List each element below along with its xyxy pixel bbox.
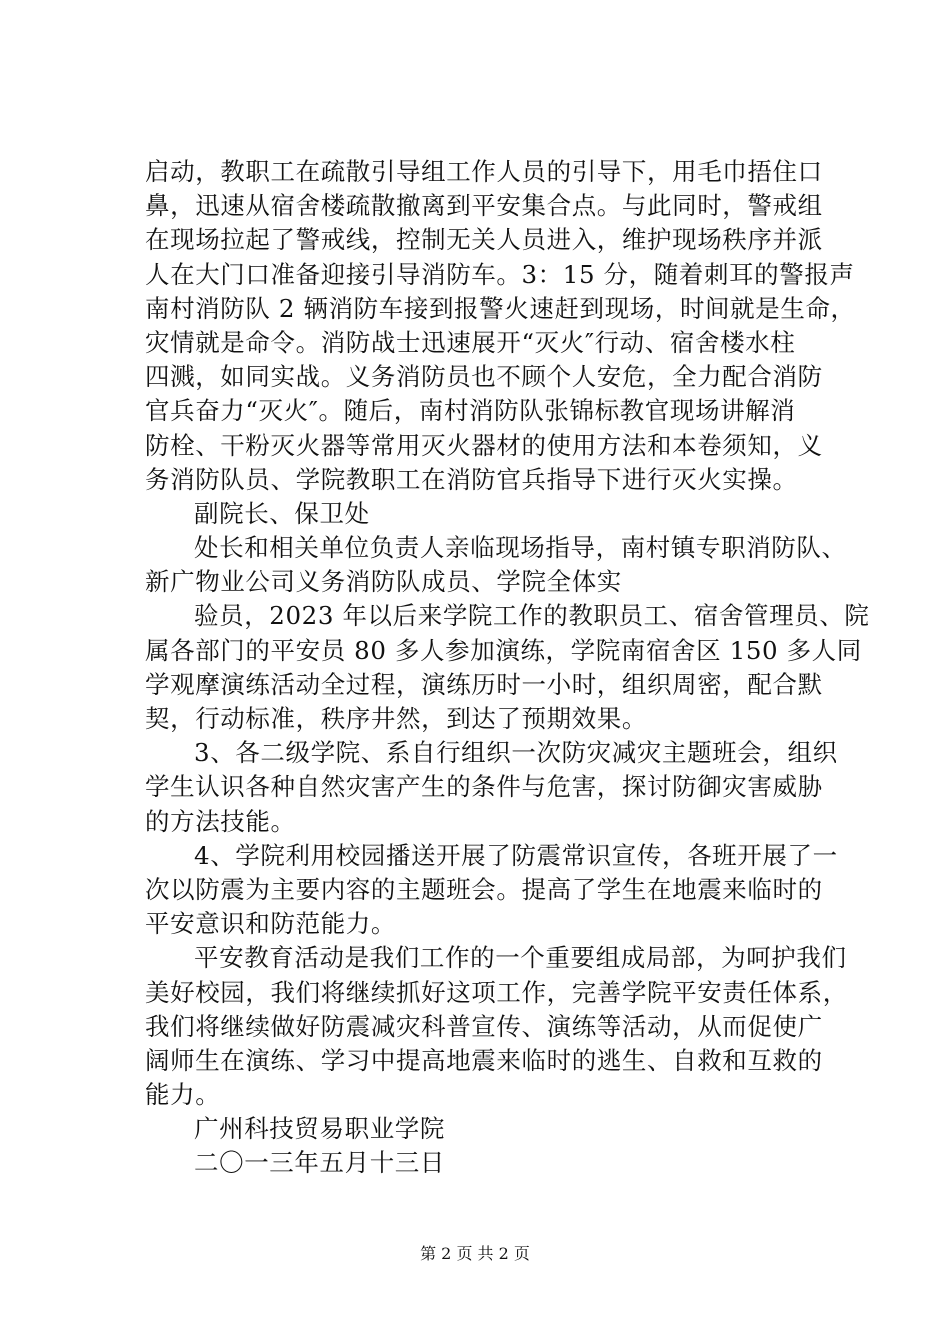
text-line: 的方法技能。 <box>145 806 296 836</box>
text-line: 防栓、干粉灭火器等常用灭火器材的使用方法和本卷须知，义 <box>145 430 823 460</box>
text-line: 次以防震为主要内容的主题班会。提高了学生在地震来临时的 <box>145 874 823 904</box>
text-line: 启动，教职工在疏散引导组工作人员的引导下，用毛巾捂住口 <box>145 157 823 186</box>
text-line: 平安意识和防范能力。 <box>145 909 396 939</box>
text-line: 验员，2023 年以后来学院工作的教职员工、宿舍管理员、院 <box>194 601 870 631</box>
text-line: 南村消防队 2 辆消防车接到报警火速赶到现场，时间就是生命， <box>145 293 856 323</box>
text-line: 务消防队员、学院教职工在消防官兵指导下进行灭火实操。 <box>145 464 798 494</box>
document-body <box>145 155 870 1181</box>
page-footer: 第 2 页 共 2 页 <box>420 1244 530 1263</box>
text-line: 四溅，如同实战。义务消防员也不顾个人安危，全力配合消防 <box>145 362 823 392</box>
text-line: 4、学院利用校园播送开展了防震常识宣传，各班开展了一 <box>194 840 838 870</box>
text-line: 契，行动标准，秩序井然，到达了预期效果。 <box>145 704 647 733</box>
text-line: 学生认识各种自然灾害产生的条件与危害，探讨防御灾害威胁 <box>145 772 823 802</box>
text-line: 人在大门口准备迎接引导消防车。3：15 分，随着刺耳的警报声 <box>145 259 855 289</box>
text-line: 官兵奋力“灭火″。随后，南村消防队张锦标教官现场讲解消 <box>145 396 796 426</box>
text-line: 属各部门的平安员 80 多人参加演练，学院南宿舍区 150 多人同 <box>145 635 862 665</box>
text-line: 平安教育活动是我们工作的一个重要组成局部，为呵护我们 <box>194 943 847 973</box>
text-line: 二〇一三年五月十三日 <box>194 1148 445 1178</box>
text-line: 广州科技贸易职业学院 <box>194 1114 445 1144</box>
text-line: 鼻，迅速从宿舍楼疏散撤离到平安集合点。与此同时，警戒组 <box>145 191 823 221</box>
text-line: 美好校园，我们将继续抓好这项工作，完善学院平安责任体系， <box>145 977 848 1007</box>
text-line: 新广物业公司义务消防队成员、学院全体实 <box>145 567 622 597</box>
text-line: 学观摩演练活动全过程，演练历时一小时，组织周密，配合默 <box>145 669 823 699</box>
text-line: 灾情就是命令。消防战士迅速展开“灭火″行动、宿舍楼水柱 <box>145 327 796 357</box>
text-line: 在现场拉起了警戒线，控制无关人员进入，维护现场秩序并派 <box>145 225 823 255</box>
text-line: 3、各二级学院、系自行组织一次防灾减灾主题班会，组织 <box>194 738 838 768</box>
text-line: 阔师生在演练、学习中提高地震来临时的逃生、自救和互救的 <box>145 1045 823 1075</box>
text-line: 处长和相关单位负责人亲临现场指导，南村镇专职消防队、 <box>194 533 847 563</box>
text-line: 能力。 <box>145 1080 221 1110</box>
text-line: 我们将继续做好防震减灾科普宣传、演练等活动，从而促使广 <box>145 1011 823 1041</box>
text-line: 副院长、保卫处 <box>194 498 370 528</box>
